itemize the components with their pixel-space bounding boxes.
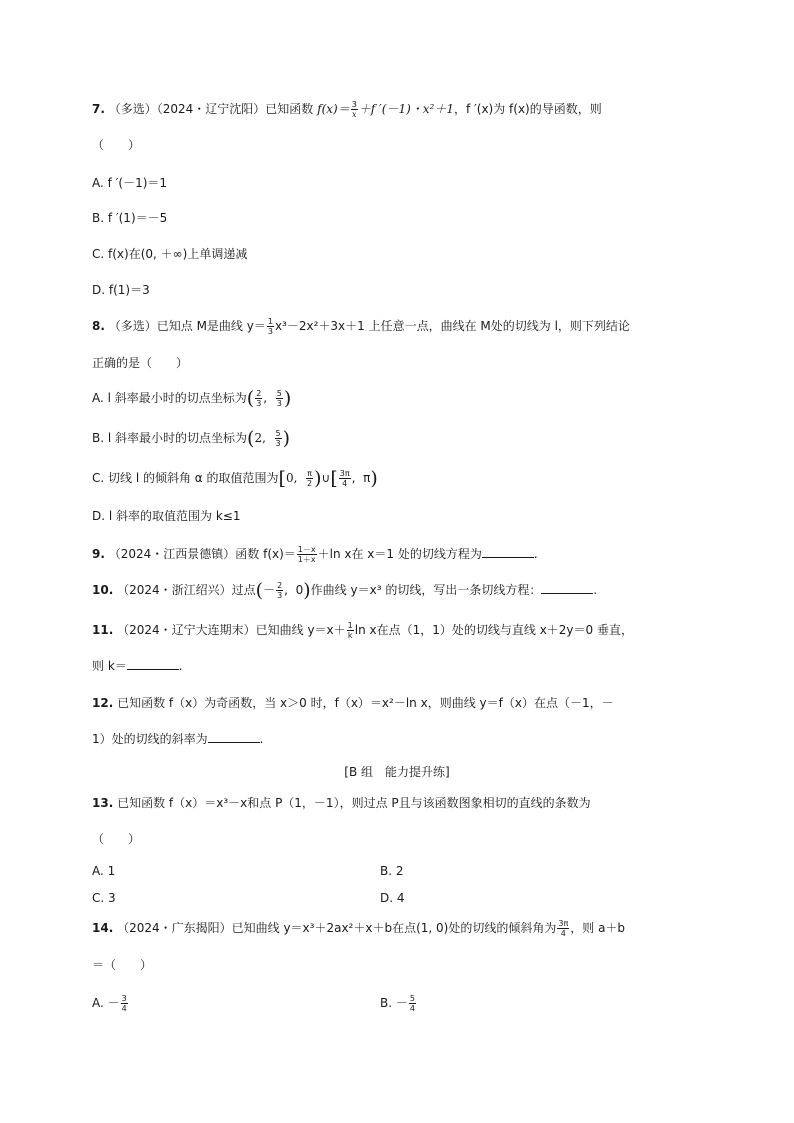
q14-stem: 14. （2024・广东揭阳）已知曲线 y＝x³＋2ax²＋x＋b在点(1, 0)处的切线的倾斜角为 $\frac{3\pi}{4}$ ，则 a＋b — [92, 919, 626, 938]
q10-answer-blank[interactable] — [541, 581, 593, 594]
q13-option-a: A. 1 — [92, 864, 116, 878]
q12-stem: 12. 已知函数 f（x）为奇函数，当 x＞0 时，f（x）＝x²－ln x，则曲线 y＝f（x）在点（－1，－ — [92, 696, 614, 710]
q7-intro: （多选）（2024・辽宁沈阳）已知函数 — [108, 102, 314, 116]
q14-option-a: A. － $\frac{3}{4}$ — [92, 994, 127, 1013]
q13-answer-paren: （ ） — [92, 832, 141, 846]
q13-option-c: C. 3 — [92, 891, 116, 905]
q11-fraction: $\frac{1}{k}$ — [347, 621, 353, 640]
q8-option-c: C. 切线 l 的倾斜角 α 的取值范围为[0, $\frac{\pi}{2}$ )∪[ $\frac{3\pi}{4}$ , π) — [92, 467, 378, 490]
q8-intro: （多选）已知点 M是曲线 y＝ — [108, 319, 266, 333]
q8-stem — [92, 317, 630, 336]
q13-stem: 13. 已知函数 f（x）＝x³－x和点 P（1，－1），则过点 P且与该函数图象相切的直线的条数为 — [92, 796, 591, 810]
q7-fraction: $\frac{3}{x}$ — [351, 100, 357, 119]
section-b-heading: [B 组 能力提升练] — [344, 765, 450, 779]
q7-option-d: D. f(1)＝3 — [92, 283, 150, 297]
q14-option-b: B. － $\frac{5}{4}$ — [380, 994, 415, 1013]
q7-option-b: B. f ′(1)＝－5 — [92, 211, 168, 225]
q13-option-b: B. 2 — [380, 864, 404, 878]
q8-option-a: A. l 斜率最小时的切点坐标为( $\frac{2}{3}$ , $\frac{5}{3}$ ) — [92, 387, 292, 410]
q11-stem: 11. （2024・辽宁大连期末）已知曲线 y＝x＋ $\frac{1}{k}$ ln x在点（1，1）处的切线与直线 x＋2y＝0 垂直， — [92, 621, 633, 640]
q9-fraction: $\frac{1-x}{1+x}$ — [297, 545, 316, 564]
q9-stem: 9. （2024・江西景德镇）函数 f(x)＝ $\frac{1-x}{1+x}$ ＋ln x在 x＝1 处的切线方程为 . — [92, 545, 538, 564]
q8-mid: x³－2x²＋3x＋1 上任意一点，曲线在 M处的切线为 l，则下列结论 — [274, 319, 630, 333]
q8-fraction: $\frac{1}{3}$ — [267, 317, 273, 336]
q13-option-d: D. 4 — [380, 891, 405, 905]
q8-option-b: B. l 斜率最小时的切点坐标为(2, $\frac{5}{3}$ ) — [92, 427, 291, 450]
q7-option-a: A. f ′(－1)＝1 — [92, 176, 168, 190]
q7-tail: ，f ′(x)为 f(x)的导函数，则 — [454, 102, 602, 116]
q8-line2: 正确的是（ ） — [92, 356, 189, 370]
q8-option-d: D. l 斜率的取值范围为 k≤1 — [92, 509, 241, 523]
q9-answer-blank[interactable] — [482, 545, 534, 558]
q11-answer-blank[interactable] — [127, 657, 179, 670]
q10-stem: 10. （2024・浙江绍兴）过点(－ $\frac{2}{3}$ , 0)作曲线 y＝x³ 的切线，写出一条切线方程： . — [92, 579, 598, 602]
q8-number: 8. — [92, 319, 105, 333]
q12-line2: 1）处的切线的斜率为 . — [92, 732, 264, 746]
q14-fraction: $\frac{3\pi}{4}$ — [558, 919, 569, 938]
q10-fraction: $\frac{2}{3}$ — [277, 581, 283, 600]
q7-option-c: C. f(x)在(0, ＋∞)上单调递减 — [92, 247, 248, 261]
q7-answer-paren: （ ） — [92, 138, 141, 152]
q12-answer-blank[interactable] — [208, 730, 260, 743]
q14-line2: ＝（ ） — [92, 958, 153, 972]
q7-stem: 7. （多选）（2024・辽宁沈阳）已知函数 f(x)＝ $\frac{3}{x}$ ＋f ′(－1)・x²＋1，f ′(x)为 f(x)的导函数，则 — [92, 100, 602, 119]
q11-line2: 则 k＝ . — [92, 659, 183, 673]
q7-number: 7. — [92, 102, 105, 116]
